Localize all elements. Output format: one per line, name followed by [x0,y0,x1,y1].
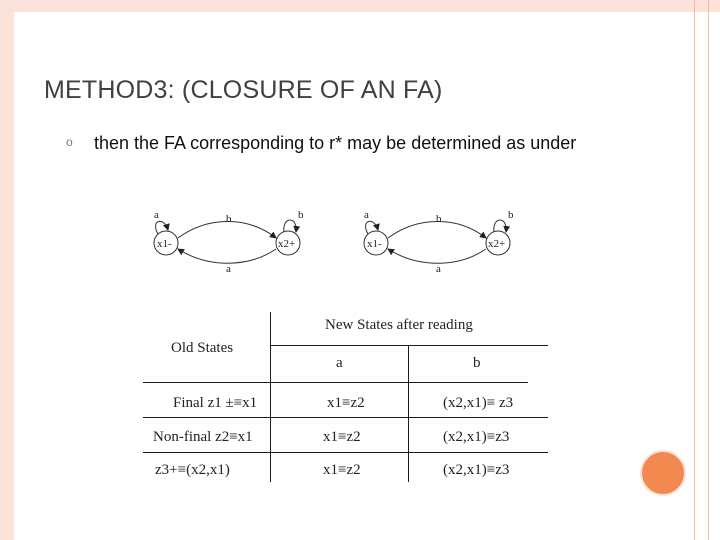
bullet-icon: o [66,135,73,149]
row-old-state: Non-final z2≡x1 [153,429,253,445]
table-divider [271,345,548,346]
loop-label-a: a [364,209,369,221]
row-a-value: x1≡z2 [323,462,361,478]
loop-x2 [494,220,506,232]
bullet-text: then the FA corresponding to r* may be determined as under [94,133,577,153]
fa-diagram-1 [148,206,308,281]
edge-label-b: b [226,213,232,225]
state-x1-label: x1- [157,238,172,250]
edge-label-b: b [436,213,442,225]
row-old-state: Final z1 ±≡x1 [173,395,258,411]
row-a-value: x1≡z2 [323,429,361,445]
slide-frame-right-line [694,0,695,540]
table-divider [270,312,271,482]
edge-a [178,249,276,263]
edge-label-a: a [436,263,441,275]
row-b-value: (x2,x1)≡ z3 [443,395,514,411]
state-x1-label: x1- [367,238,382,250]
transition-table [143,312,548,482]
header-col-a: a [336,355,343,371]
header-old-states: Old States [171,340,234,356]
loop-x2 [284,220,296,232]
decorative-circle [640,450,686,496]
row-old-state: z3+≡(x2,x1) [155,462,230,478]
header-col-b: b [473,355,481,371]
slide-title: METHOD3: (CLOSURE OF AN FA) [44,76,443,104]
row-a-value: x1≡z2 [327,395,365,411]
table-divider [143,382,528,383]
table-divider [143,452,548,453]
loop-label-b: b [508,209,514,221]
fa-diagram-2 [358,206,518,281]
loop-label-a: a [154,209,159,221]
slide-frame-left [0,0,14,540]
row-b-value: (x2,x1)≡z3 [443,429,510,445]
loop-label-b: b [298,209,304,221]
table-divider [408,345,409,482]
edge-a [388,249,486,263]
table-divider [143,417,548,418]
state-x2-label: x2+ [488,238,506,250]
slide-frame-top [0,0,720,12]
row-b-value: (x2,x1)≡z3 [443,462,510,478]
header-new-states: New States after reading [325,317,473,333]
slide-frame-right-line [708,0,709,540]
state-x2-label: x2+ [278,238,296,250]
edge-label-a: a [226,263,231,275]
